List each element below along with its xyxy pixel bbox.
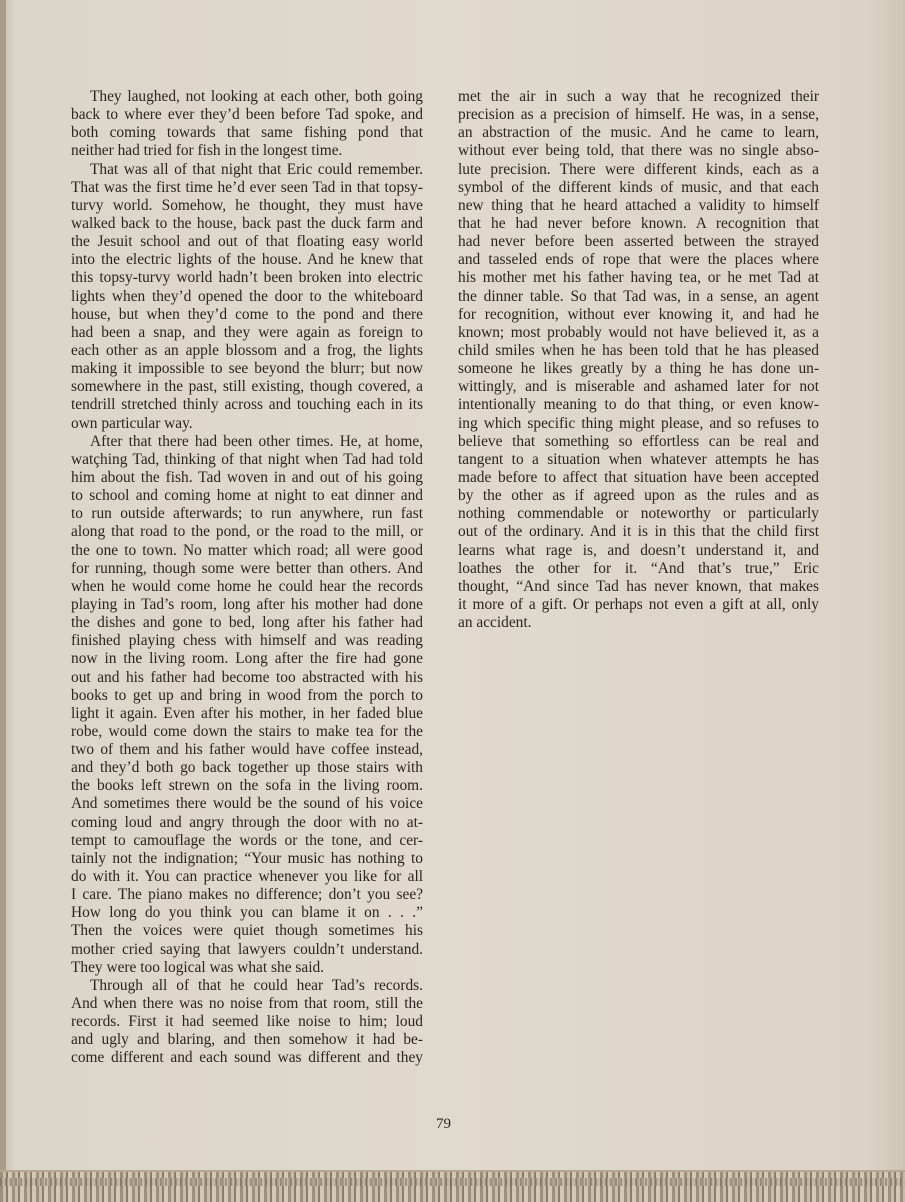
text-line: I care. The piano makes no difference; don’t you see?	[71, 886, 423, 904]
text-line: learns what rage is, and doesn’t understand it, and	[458, 541, 819, 559]
text-line: without ever being told, that there was no single abso-	[458, 142, 819, 160]
text-line: back to where ever they’d been before Tad spoke, and	[71, 106, 423, 124]
text-line: watçhing Tad, thinking of that night when Tad had told	[71, 450, 423, 468]
text-line: tainly not the indignation; “Your music has nothing to	[71, 849, 423, 867]
right-text-column	[458, 88, 819, 632]
text-line: tendrill stretched thinly across and touching each in its	[71, 396, 423, 414]
text-line: the dinner table. So that Tad was, in a sense, an agent	[458, 287, 819, 305]
text-line: tangent to a situation when whatever attempts he has	[458, 450, 819, 468]
text-line: turvy world. Somehow, he thought, they must have	[71, 196, 423, 214]
text-line: the one to town. No matter which road; all were good	[71, 541, 423, 559]
text-line: believe that something so effortless can be real and	[458, 432, 819, 450]
text-line: lights when they’d opened the door to the whiteboard	[71, 287, 423, 305]
text-line: own particular way.	[71, 414, 193, 432]
text-line: had been a snap, and they were again as foreign to	[71, 323, 423, 341]
text-line: along that road to the pond, or the road to the mill, or	[71, 523, 423, 541]
paragraph	[458, 88, 819, 632]
text-line: someone he likes greatly by a thing he has done un-	[458, 360, 819, 378]
text-line: robe, would come down the stairs to make tea for the	[71, 722, 423, 740]
text-line: symbol of the different kinds of music, and that each	[458, 178, 819, 196]
text-line: precision as a precision of himself. He was, in a sense,	[458, 106, 819, 124]
text-line: by the other as if agreed upon as the rules and as	[458, 487, 819, 505]
text-line: to school and coming home at night to eat dinner and	[71, 487, 423, 505]
text-line: the Jesuit school and out of that floating easy world	[71, 233, 423, 251]
text-line: Through all of that he could hear Tad’s records.	[90, 976, 423, 994]
text-line: intentionally meaning to do that thing, or even know-	[458, 396, 819, 414]
text-line: tempt to camouflage the words or the tone, and cer-	[71, 831, 423, 849]
paragraph	[71, 977, 423, 1068]
text-line: new thing that he heard attached a validity to himself	[458, 196, 819, 214]
left-text-column	[71, 88, 423, 1068]
text-line: do with it. You can practice whenever you like for all	[71, 868, 423, 886]
text-line: the dishes and gone to bed, long after his father had	[71, 614, 423, 632]
text-line: into the electric lights of the house. And he knew that	[71, 251, 423, 269]
text-line: wittingly, and is miserable and ashamed later for not	[458, 378, 819, 396]
text-line: They laughed, not looking at each other, both going	[90, 88, 423, 105]
text-line: nothing commendable or noteworthy or particularly	[458, 505, 819, 523]
text-line: lute precision. There were different kinds, each as a	[458, 160, 819, 178]
text-line: child smiles when he has been told that he has pleased	[458, 341, 819, 359]
text-line: known; most probably would not have believed it, as a	[458, 323, 819, 341]
text-line: finished playing chess with himself and was reading	[71, 632, 423, 650]
text-line: met the air in such a way that he recognized their	[458, 88, 819, 105]
text-line: and tasseled ends of rope that were the places where	[458, 251, 819, 269]
text-line: out and his father had become too abstracted with his	[71, 668, 423, 686]
text-line: ing which specific thing might please, and so refuses to	[458, 414, 819, 432]
text-line: both coming towards that same fishing pond that	[71, 124, 423, 142]
text-line: And sometimes there would be the sound of his voice	[71, 795, 423, 813]
text-line: Then the voices were quiet though sometimes his	[71, 922, 423, 940]
text-line: mother cried saying that lawyers couldn’t understand.	[71, 940, 423, 958]
text-line: thought, “And since Tad has never known, that makes	[458, 577, 819, 595]
text-line: two of them and his father would have coffee instead,	[71, 741, 423, 759]
text-line: books to get up and bring in wood from the porch to	[71, 686, 423, 704]
text-line: him about the fish. Tad woven in and out of his going	[71, 468, 423, 486]
text-line: And when there was no noise from that room, still the	[71, 995, 423, 1013]
text-line: an abstraction of the music. And he came to learn,	[458, 124, 819, 142]
text-line: That was all of that night that Eric could remember.	[90, 160, 423, 178]
text-line: for running, though some were better than others. And	[71, 559, 423, 577]
text-line: now in the living room. Long after the fire had gone	[71, 650, 423, 668]
text-line: it more of a gift. Or perhaps not even a gift at all, only	[458, 595, 819, 613]
text-line: neither had tried for fish in the longest time.	[71, 142, 343, 160]
text-line: That was the first time he’d ever seen Tad in that topsy-	[71, 178, 423, 196]
text-line: an accident.	[458, 614, 532, 632]
paragraph	[71, 88, 423, 161]
text-line: making it impossible to see beyond the blurr; but now	[71, 360, 423, 378]
text-line: house, but when they’d come to the pond and there	[71, 305, 423, 323]
text-line: somewhere in the past, still existing, though covered, a	[71, 378, 423, 396]
text-line: light it again. Even after his mother, in her faded blue	[71, 704, 423, 722]
paragraph	[71, 161, 423, 433]
text-line: to run outside afterwards; to run anywhere, run fast	[71, 505, 423, 523]
text-line: walked back to the house, back past the duck farm and	[71, 214, 423, 232]
text-line: out of the ordinary. And it is in this that the child first	[458, 523, 819, 541]
text-line: made before to affect that situation have been accepted	[458, 468, 819, 486]
paragraph	[71, 433, 423, 977]
text-line: had never before been asserted between the strayed	[458, 233, 819, 251]
text-line: his mother met his father having tea, or he met Tad at	[458, 269, 819, 287]
book-cover-edge	[0, 1170, 905, 1202]
text-line: come different and each sound was different and they	[71, 1049, 423, 1067]
text-line: records. First it had seemed like noise to him; loud	[71, 1013, 423, 1031]
page-number: 79	[436, 1116, 451, 1132]
text-line: for recognition, without ever knowing it, and had he	[458, 305, 819, 323]
text-line: How long do you think you can blame it on . . .”	[71, 904, 423, 922]
text-line: After that there had been other times. He, at home,	[90, 432, 423, 450]
text-line: playing in Tad’s room, long after his mother had done	[71, 595, 423, 613]
text-line: coming loud and angry through the door with no at-	[71, 813, 423, 831]
page-binding-edge	[0, 0, 6, 1200]
text-line: loathes the other for it. “And that’s true,” Eric	[458, 559, 819, 577]
text-line: and ugly and blaring, and then somehow it had be-	[71, 1031, 423, 1049]
text-line: that he had never before known. A recognition that	[458, 214, 819, 232]
text-line: They were too logical was what she said.	[71, 958, 325, 976]
text-line: this topsy-turvy world hadn’t been broken into electric	[71, 269, 423, 287]
text-line: when he would come home he could hear the records	[71, 577, 423, 595]
text-line: the books left strewn on the sofa in the living room.	[71, 777, 423, 795]
text-line: and they’d both go back together up those stairs with	[71, 759, 423, 777]
text-line: each other as an apple blossom and a frog, the lights	[71, 341, 423, 359]
